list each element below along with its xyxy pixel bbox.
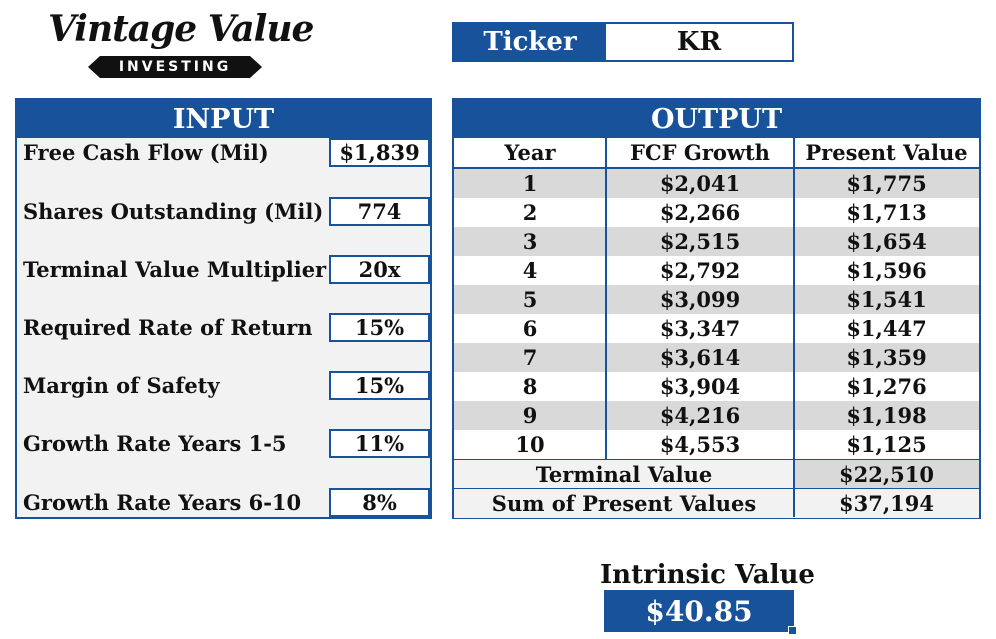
input-row-terminal-multiplier bbox=[17, 255, 430, 284]
sum-present-values-row bbox=[454, 489, 979, 518]
year-cell: 8 bbox=[522, 374, 538, 399]
fcf-cell: $2,041 bbox=[659, 171, 741, 196]
year-cell: 9 bbox=[522, 403, 538, 428]
pv-cell: $1,596 bbox=[846, 258, 927, 283]
input-label: Margin of Safety bbox=[23, 373, 220, 398]
table-row bbox=[454, 227, 979, 256]
ticker-field bbox=[452, 22, 794, 62]
table-row bbox=[454, 314, 979, 343]
pv-cell: $1,447 bbox=[846, 316, 927, 341]
fcf-cell: $2,266 bbox=[659, 200, 741, 225]
output-title: OUTPUT bbox=[454, 100, 979, 138]
fcf-cell: $3,904 bbox=[659, 374, 741, 399]
growth-6-10-input[interactable]: 8% bbox=[329, 488, 430, 517]
shares-outstanding-input[interactable]: 774 bbox=[329, 197, 430, 226]
required-return-input[interactable]: 15% bbox=[329, 313, 430, 342]
pv-cell: $1,198 bbox=[846, 403, 927, 428]
growth-1-5-input[interactable]: 11% bbox=[329, 429, 430, 458]
table-row bbox=[454, 401, 979, 430]
table-row bbox=[454, 198, 979, 227]
pv-cell: $1,359 bbox=[846, 345, 927, 370]
input-label: Growth Rate Years 6-10 bbox=[23, 490, 302, 515]
ticker-input[interactable]: KR bbox=[606, 24, 792, 60]
input-row-shares-outstanding bbox=[17, 197, 430, 226]
year-cell: 7 bbox=[522, 345, 538, 370]
fcf-cell: $3,614 bbox=[659, 345, 741, 370]
table-row bbox=[454, 430, 979, 459]
terminal-value-row bbox=[454, 460, 979, 489]
pv-cell: $1,654 bbox=[846, 229, 927, 254]
output-panel bbox=[452, 98, 981, 519]
input-row-growth-6-10 bbox=[17, 488, 430, 517]
margin-of-safety-input[interactable]: 15% bbox=[329, 371, 430, 400]
year-cell: 4 bbox=[522, 258, 538, 283]
sum-present-values-label: Sum of Present Values bbox=[491, 491, 757, 516]
fcf-cell: $4,553 bbox=[659, 432, 741, 457]
column-separator bbox=[605, 138, 607, 460]
table-row bbox=[454, 285, 979, 314]
intrinsic-value-label: Intrinsic Value bbox=[600, 560, 815, 590]
pv-cell: $1,276 bbox=[846, 374, 927, 399]
ticker-label: Ticker bbox=[454, 24, 606, 60]
input-label: Growth Rate Years 1-5 bbox=[23, 431, 287, 456]
input-title: INPUT bbox=[17, 100, 430, 138]
input-row-required-return bbox=[17, 313, 430, 342]
fcf-cell: $3,099 bbox=[659, 287, 741, 312]
input-panel bbox=[15, 98, 432, 519]
logo-ribbon: INVESTING bbox=[100, 56, 250, 78]
pv-cell: $1,125 bbox=[846, 432, 927, 457]
logo-script: Vintage Value bbox=[48, 8, 314, 50]
fcf-cell: $3,347 bbox=[659, 316, 741, 341]
logo bbox=[48, 8, 314, 78]
pv-cell: $1,775 bbox=[846, 171, 927, 196]
fcf-cell: $4,216 bbox=[659, 403, 741, 428]
table-row bbox=[454, 372, 979, 401]
table-row bbox=[454, 256, 979, 285]
input-row-growth-1-5 bbox=[17, 429, 430, 458]
output-header-row bbox=[454, 138, 979, 167]
table-row bbox=[454, 169, 979, 198]
pv-cell: $1,713 bbox=[846, 200, 927, 225]
input-label: Free Cash Flow (Mil) bbox=[23, 140, 269, 165]
input-label: Terminal Value Multiplier bbox=[23, 257, 327, 282]
header-year: Year bbox=[504, 140, 556, 165]
input-label: Shares Outstanding (Mil) bbox=[23, 199, 324, 224]
input-row-margin-of-safety bbox=[17, 371, 430, 400]
year-cell: 10 bbox=[515, 432, 545, 457]
year-cell: 1 bbox=[522, 171, 538, 196]
intrinsic-value-cell[interactable]: $40.85 bbox=[604, 590, 794, 632]
terminal-value-cell: $22,510 bbox=[794, 460, 979, 489]
fcf-cell: $2,515 bbox=[659, 229, 741, 254]
input-row-free-cash-flow bbox=[17, 138, 430, 167]
year-cell: 3 bbox=[522, 229, 538, 254]
header-present-value: Present Value bbox=[805, 140, 968, 165]
table-row bbox=[454, 343, 979, 372]
terminal-multiplier-input[interactable]: 20x bbox=[329, 255, 430, 284]
header-fcf-growth: FCF Growth bbox=[630, 140, 770, 165]
terminal-value-label: Terminal Value bbox=[535, 462, 713, 487]
year-cell: 2 bbox=[522, 200, 538, 225]
free-cash-flow-input[interactable]: $1,839 bbox=[329, 138, 430, 167]
fill-handle[interactable] bbox=[788, 626, 797, 635]
year-cell: 6 bbox=[522, 316, 538, 341]
sum-present-values-cell: $37,194 bbox=[839, 491, 934, 516]
pv-cell: $1,541 bbox=[846, 287, 927, 312]
input-label: Required Rate of Return bbox=[23, 315, 313, 340]
year-cell: 5 bbox=[522, 287, 538, 312]
fcf-cell: $2,792 bbox=[659, 258, 741, 283]
column-separator bbox=[793, 138, 795, 517]
